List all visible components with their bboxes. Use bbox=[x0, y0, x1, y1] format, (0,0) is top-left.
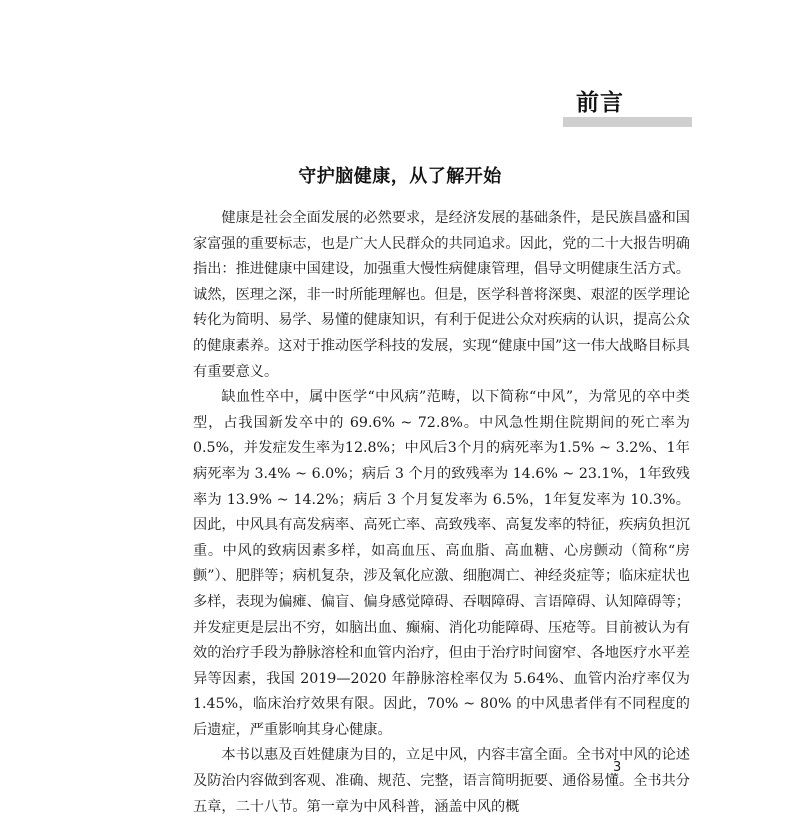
paragraph: 本书以惠及百姓健康为目的，立足中风，内容丰富全面。全书对中风的论述及防治内容做到客观、准确、规范、完整，语言简明扼要、通俗易懂。全书共分五章，二十八节。第一章为中风科普，涵盖中风的概 bbox=[193, 747, 690, 815]
paragraph: 健康是社会全面发展的必然要求，是经济发展的基础条件，是民族昌盛和国家富强的重要标志，也是广大人民群众的共同追求。因此，党的二十大报告明确指出：推进健康中国建设，加强重大慢性病健康管理，倡导文明健康生活方式。诚然，医理之深，非一时所能理解也。但是，医学科普将深奥、艰涩的医学理论转化为简明、易学、易懂的健康知识，有利于促进公众对疾病的认识，提高公众的健康素养。这对于推动医学科技的发展，实现“健康中国”这一伟大战略目标具有重要意义。 bbox=[193, 210, 690, 380]
paragraph: 缺血性卒中，属中医学“中风病”范畴，以下简称“中风”，为常见的卒中类型，占我国新发卒中的 69.6% ~ 72.8%。中风急性期住院期间的死亡率为0.5%，并发症发生率为12.8%；中风后3个月的病死率为1.5% ~ 3.2%、1年病死率为 3.4% ~ 6.0%；病后 3 个月的致残率为 14.6% ~ 23.1%，1年致残率为 13.9% ~ 14.2%；病后 3 个月复发率为 6.5%，1年复发率为 10.3%。因此，中风具有高发病率、高死亡率、高致残率、高复发率的特征，疾病负担沉重。中风的致病因素多样，如高血压、高血脂、高血糖、心房颤动（简称“房颤”）、肥胖等；病机复杂，涉及氧化应激、细胞凋亡、神经炎症等；临床症状也多样，表现为偏瘫、偏盲、偏身感觉障碍、吞咽障碍、言语障碍、认知障碍等；并发症更是层出不穷，如脑出血、癫痫、消化功能障碍、压疮等。目前被认为有效的治疗手段为静脉溶栓和血管内治疗，但由于治疗时间窗窄、各地医疗水平差异等因素，我国 2019—2020 年静脉溶栓率仅为 5.64%、血管内治疗率仅为 1.45%，临床治疗效果有限。因此，70% ~ 80% 的中风患者伴有不同程度的后遗症，严重影响其身心健康。 bbox=[193, 389, 690, 738]
page-number: 3 bbox=[613, 760, 622, 775]
header-decoration-bar bbox=[563, 117, 692, 127]
page-title: 前言 bbox=[576, 90, 624, 116]
body-text bbox=[193, 206, 690, 820]
section-title: 守护脑健康，从了解开始 bbox=[298, 166, 502, 187]
